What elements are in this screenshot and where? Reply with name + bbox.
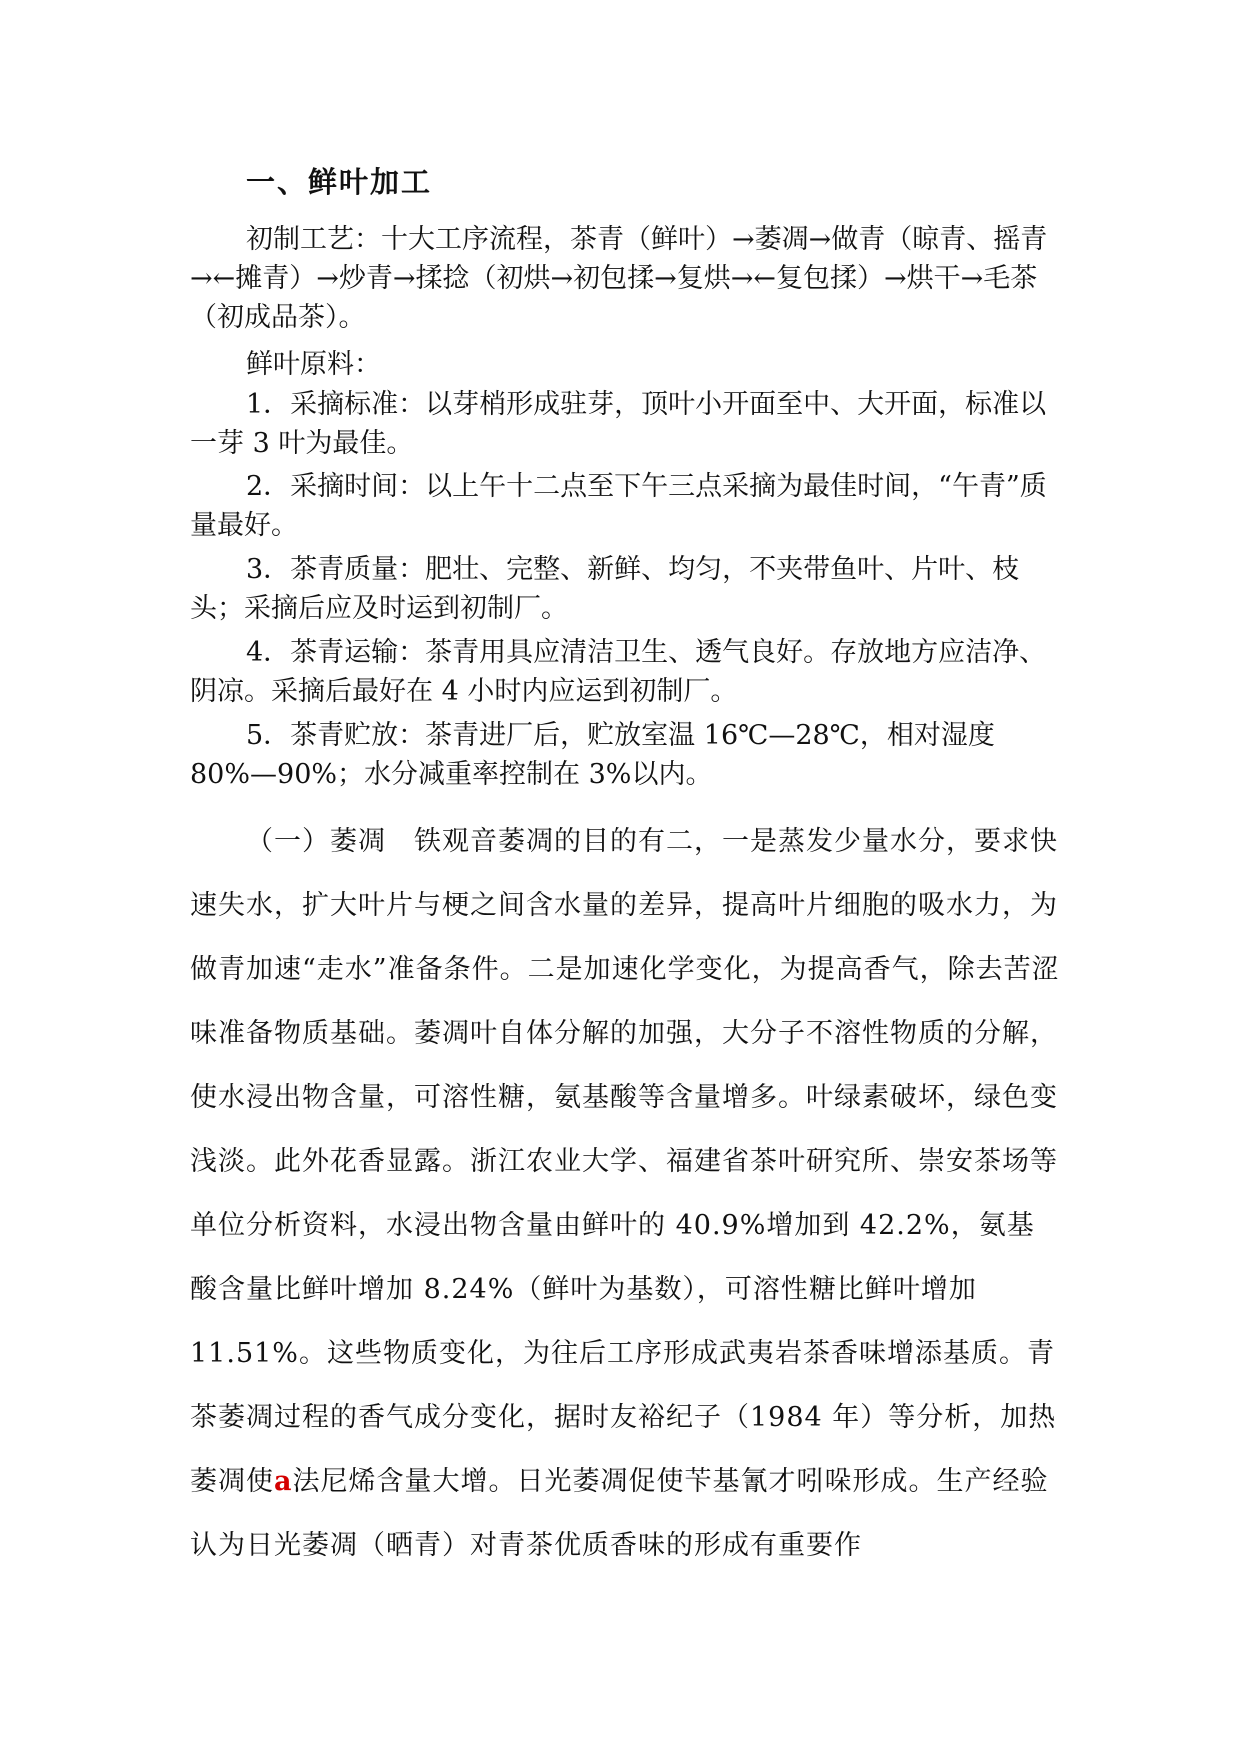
item-text: 2．采摘时间：以上午十二点至下午三点采摘为最佳时间，“午青”质量最好。 [190,471,1047,541]
craft-text: 初制工艺：十大工序流程，茶青（鲜叶）→萎凋→做青（晾青、摇青→←摊青）→炒青→揉捻（初烘→初包揉→复烘→←复包揉）→烘干→毛茶（初成品茶）。 [190,224,1048,333]
item-text: 4．茶青运输：茶青用具应清洁卫生、透气良好。存放地方应洁净、阴凉。采摘后最好在 4 小时内应运到初制厂。 [190,637,1047,707]
item-text: 3．茶青质量：肥壮、完整、新鲜、均匀，不夹带鱼叶、片叶、枝头；采摘后应及时运到初制厂。 [190,554,1020,624]
item-text: 5．茶青贮放：茶青进厂后，贮放室温 16℃—28℃，相对湿度 80%—90%；水分减重率控制在 3%以内。 [190,720,995,790]
withering-text [190,810,1060,1578]
item-leaf-storage [190,716,1060,794]
alpha-symbol: a [274,1466,293,1497]
raw-material-title-block [190,345,1060,384]
raw-material-title: 鲜叶原料： [246,349,381,380]
section-heading: 一、鲜叶加工 [246,165,433,199]
item-picking-standard [190,385,1060,463]
withering-text-part2: 法尼烯含量大增。日光萎凋促使苄基氰才吲哚形成。生产经验认为日光萎凋（晒青）对青茶优质香味的形成有重要作 [190,1466,1049,1561]
withering-paragraph [190,810,1060,1578]
withering-text-part1: （一）萎凋 铁观音萎凋的目的有二，一是蒸发少量水分，要求快速失水，扩大叶片与梗之间含水量的差异，提高叶片细胞的吸水力，为做青加速“走水”准备条件。二是加速化学变化，为提高香气，除去苦涩味准备物质基础。萎凋叶自体分解的加强，大分子不溶性物质的分解，使水浸出物含量，可溶性糖，氨基酸等含量增多。叶绿素破坏，绿色变浅淡。此外花香显露。浙江农业大学、福建省茶叶研究所、崇安茶场等单位分析资料，水浸出物含量由鲜叶的 40.9%增加到 42.2%，氨基酸含量比鲜叶增加 8.24%（鲜叶为基数），可溶性糖比鲜叶增加 11.51%。这些物质变化，为往后工序形成武夷岩茶香味增添基质。青茶萎凋过程的香气成分变化，据时友裕纪子（1984 年）等分析，加热萎凋使 [190,826,1060,1497]
item-text: 1．采摘标准：以芽梢形成驻芽，顶叶小开面至中、大开面，标准以一芽 3 叶为最佳。 [190,389,1047,459]
item-leaf-transport [190,633,1060,711]
item-picking-time [190,467,1060,545]
item-leaf-quality [190,550,1060,628]
craft-paragraph [190,220,1060,337]
